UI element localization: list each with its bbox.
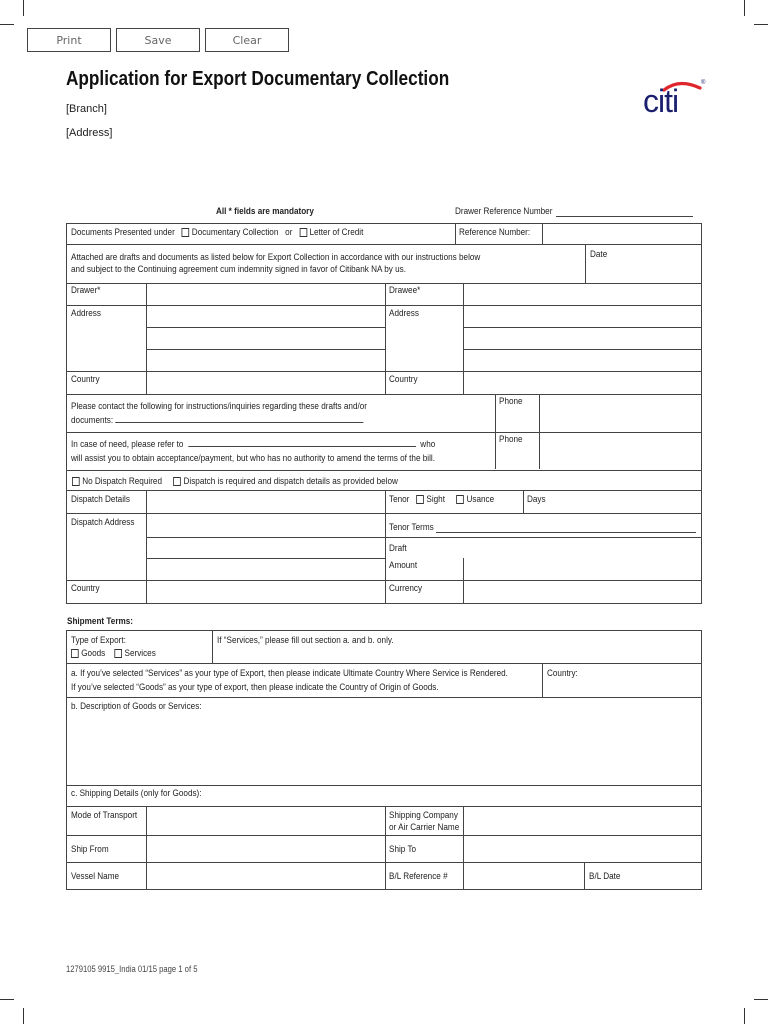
mode-of-transport-input[interactable] bbox=[147, 807, 384, 834]
no-dispatch-checkbox[interactable] bbox=[72, 477, 80, 486]
letter-of-credit-label: Letter of Credit bbox=[309, 227, 364, 238]
crop-mark bbox=[23, 1008, 24, 1024]
crop-mark bbox=[754, 999, 768, 1000]
tenor-terms-input[interactable] bbox=[436, 519, 696, 532]
drawee-country-label: Country bbox=[389, 374, 418, 385]
if-services-note: If “Services,” please fill out section a. and b. only. bbox=[217, 635, 394, 646]
dispatch-country-input[interactable] bbox=[147, 581, 384, 603]
tenor-terms-row bbox=[389, 522, 434, 534]
phone-input-2[interactable] bbox=[540, 433, 701, 469]
contact-line-1: Please contact the following for instructions/inquiries regarding these drafts and/or bbox=[71, 401, 367, 412]
branch-label: [Branch] bbox=[66, 103, 107, 115]
services-label: Services bbox=[124, 648, 156, 659]
tenor-label: Tenor bbox=[389, 494, 410, 505]
shipment-terms-heading: Shipment Terms: bbox=[67, 616, 134, 627]
divider bbox=[455, 223, 456, 244]
dispatch-details-input[interactable] bbox=[147, 491, 384, 512]
crop-mark bbox=[0, 24, 14, 25]
reference-number-input[interactable] bbox=[543, 224, 701, 243]
type-of-export-label: Type of Export: bbox=[71, 635, 126, 646]
shipping-company-label-2: or Air Carrier Name bbox=[389, 822, 460, 833]
tenor-terms-underline bbox=[436, 532, 696, 533]
drawer-label: Drawer* bbox=[71, 285, 101, 296]
country-colon-label: Country: bbox=[547, 668, 578, 679]
drawer-address-line-1[interactable] bbox=[147, 306, 384, 327]
draft-input[interactable] bbox=[420, 539, 700, 557]
description-input[interactable] bbox=[70, 714, 702, 786]
divider bbox=[212, 630, 213, 663]
drawer-ref-input[interactable] bbox=[556, 204, 693, 216]
date-input[interactable] bbox=[590, 263, 700, 281]
date-label: Date bbox=[590, 249, 608, 260]
draft-label: Draft bbox=[389, 543, 407, 554]
divider bbox=[66, 785, 702, 786]
drawee-label: Drawee* bbox=[389, 285, 421, 296]
divider bbox=[146, 327, 385, 328]
dispatch-required-checkbox[interactable] bbox=[173, 477, 181, 486]
divider bbox=[585, 244, 586, 283]
citi-logo bbox=[643, 76, 707, 116]
divider bbox=[463, 349, 702, 350]
drawer-ref-line bbox=[556, 216, 693, 217]
phone-label-2: Phone bbox=[499, 434, 523, 445]
reference-number-label: Reference Number: bbox=[459, 227, 531, 238]
drawee-country-input[interactable] bbox=[464, 372, 701, 393]
drawer-input[interactable] bbox=[147, 284, 384, 304]
currency-label: Currency bbox=[389, 583, 423, 594]
in-case-prefix: In case of need, please refer to bbox=[71, 439, 184, 450]
attached-line-2: and subject to the Continuing agreement cum indemnity signed in favor of Citibank NA by us. bbox=[71, 264, 406, 275]
in-case-line-2: will assist you to obtain acceptance/payment, but who has no authority to amend the terms of the bill. bbox=[71, 453, 435, 464]
letter-of-credit-checkbox[interactable] bbox=[299, 228, 307, 237]
divider bbox=[66, 244, 702, 245]
dispatch-address-line-2[interactable] bbox=[147, 538, 384, 558]
divider bbox=[146, 558, 385, 559]
page-title: Application for Export Documentary Collection bbox=[66, 68, 450, 90]
drawee-address-line-3[interactable] bbox=[464, 350, 701, 371]
crop-mark bbox=[0, 999, 14, 1000]
section-a-line-2: If you’ve selected “Goods” as your type of export, then please indicate the Country of Origin of Goods. bbox=[71, 682, 439, 693]
crop-mark bbox=[744, 0, 745, 16]
vessel-name-label: Vessel Name bbox=[71, 871, 120, 882]
mode-of-transport-label: Mode of Transport bbox=[71, 810, 138, 821]
in-case-who: who bbox=[420, 439, 436, 450]
bl-date-label: B/L Date bbox=[589, 871, 621, 882]
services-checkbox[interactable] bbox=[114, 649, 122, 658]
origin-country-input[interactable] bbox=[585, 665, 700, 695]
shipping-company-input[interactable] bbox=[464, 807, 701, 834]
phone-label-1: Phone bbox=[499, 396, 523, 407]
divider bbox=[146, 349, 385, 350]
bl-reference-label: B/L Reference # bbox=[389, 871, 448, 882]
divider bbox=[523, 490, 524, 513]
divider bbox=[385, 490, 386, 604]
dispatch-address-label: Dispatch Address bbox=[71, 517, 135, 528]
amount-label: Amount bbox=[389, 560, 418, 571]
drawee-address-line-1[interactable] bbox=[464, 306, 701, 327]
docs-presented-row bbox=[71, 227, 363, 239]
usance-label: Usance bbox=[466, 494, 495, 505]
print-button[interactable]: Print bbox=[27, 28, 111, 52]
dispatch-address-line-1[interactable] bbox=[147, 514, 384, 537]
amount-input[interactable] bbox=[464, 559, 701, 580]
or-label: or bbox=[285, 227, 293, 238]
contact-line-2-label: documents: bbox=[71, 415, 114, 426]
crop-mark bbox=[744, 1008, 745, 1024]
no-dispatch-label: No Dispatch Required bbox=[82, 476, 162, 487]
tenor-terms-label: Tenor Terms bbox=[389, 522, 434, 533]
address-label: [Address] bbox=[66, 127, 113, 139]
drawer-country-input[interactable] bbox=[147, 372, 384, 393]
registered-icon: ® bbox=[701, 80, 706, 86]
dispatch-required-label: Dispatch is required and dispatch details as provided below bbox=[183, 476, 398, 487]
days-input[interactable] bbox=[552, 491, 700, 512]
ship-to-input[interactable] bbox=[464, 836, 701, 861]
drawer-ref-label: Drawer Reference Number bbox=[455, 206, 553, 217]
divider bbox=[66, 697, 702, 698]
contact-input[interactable] bbox=[118, 413, 368, 425]
crop-mark bbox=[23, 0, 24, 16]
doc-collection-label: Documentary Collection bbox=[191, 227, 279, 238]
ship-from-input[interactable] bbox=[147, 836, 384, 861]
goods-checkbox[interactable] bbox=[71, 649, 79, 658]
divider bbox=[66, 663, 702, 664]
dispatch-options bbox=[72, 476, 398, 488]
usance-checkbox[interactable] bbox=[456, 495, 464, 504]
drawee-address-label: Address bbox=[389, 308, 419, 319]
section-c-label: c. Shipping Details (only for Goods): bbox=[71, 788, 202, 799]
sight-checkbox[interactable] bbox=[416, 495, 424, 504]
drawer-address-label: Address bbox=[71, 308, 101, 319]
ship-to-label: Ship To bbox=[389, 844, 417, 855]
days-label: Days bbox=[527, 494, 546, 505]
currency-input[interactable] bbox=[464, 581, 701, 603]
divider bbox=[146, 537, 702, 538]
tenor-row bbox=[389, 494, 494, 506]
shipping-company-label-1: Shipping Company bbox=[389, 810, 458, 821]
divider bbox=[542, 663, 543, 697]
section-a-line-1: a. If you’ve selected “Services” as your type of Export, then please indicate Ultimate Country Where Service is Rendered. bbox=[71, 668, 508, 679]
drawer-country-label: Country bbox=[71, 374, 100, 385]
clear-button[interactable]: Clear bbox=[205, 28, 289, 52]
drawer-address-line-2[interactable] bbox=[147, 328, 384, 349]
divider bbox=[463, 327, 702, 328]
attached-line-1: Attached are drafts and documents as listed below for Export Collection in accordance with our instructions below bbox=[71, 252, 481, 263]
footer-code: 1279105 9915_India 01/15 page 1 of 5 bbox=[66, 964, 198, 974]
bl-reference-input[interactable] bbox=[464, 863, 583, 889]
type-of-export-options bbox=[71, 648, 156, 660]
drawer-address-line-3[interactable] bbox=[147, 350, 384, 371]
docs-presented-label: Documents Presented under bbox=[71, 227, 175, 238]
dispatch-country-label: Country bbox=[71, 583, 100, 594]
in-case-input[interactable] bbox=[190, 437, 418, 449]
save-button[interactable]: Save bbox=[116, 28, 200, 52]
mandatory-note: All * fields are mandatory bbox=[216, 206, 314, 217]
dispatch-address-line-3[interactable] bbox=[147, 559, 384, 580]
goods-label: Goods bbox=[81, 648, 106, 659]
dispatch-details-label: Dispatch Details bbox=[71, 494, 130, 505]
divider bbox=[385, 283, 386, 394]
sight-label: Sight bbox=[426, 494, 445, 505]
section-b-label: b. Description of Goods or Services: bbox=[71, 701, 202, 712]
phone-input-1[interactable] bbox=[540, 395, 701, 431]
ship-from-label: Ship From bbox=[71, 844, 109, 855]
divider bbox=[584, 862, 585, 890]
divider bbox=[385, 806, 386, 890]
drawee-input[interactable] bbox=[464, 284, 701, 304]
drawee-address-line-2[interactable] bbox=[464, 328, 701, 349]
vessel-name-input[interactable] bbox=[147, 863, 384, 889]
logo-text: citi bbox=[643, 83, 679, 116]
doc-collection-checkbox[interactable] bbox=[182, 228, 190, 237]
bl-date-input[interactable] bbox=[625, 863, 701, 889]
divider bbox=[66, 470, 702, 471]
crop-mark bbox=[754, 24, 768, 25]
